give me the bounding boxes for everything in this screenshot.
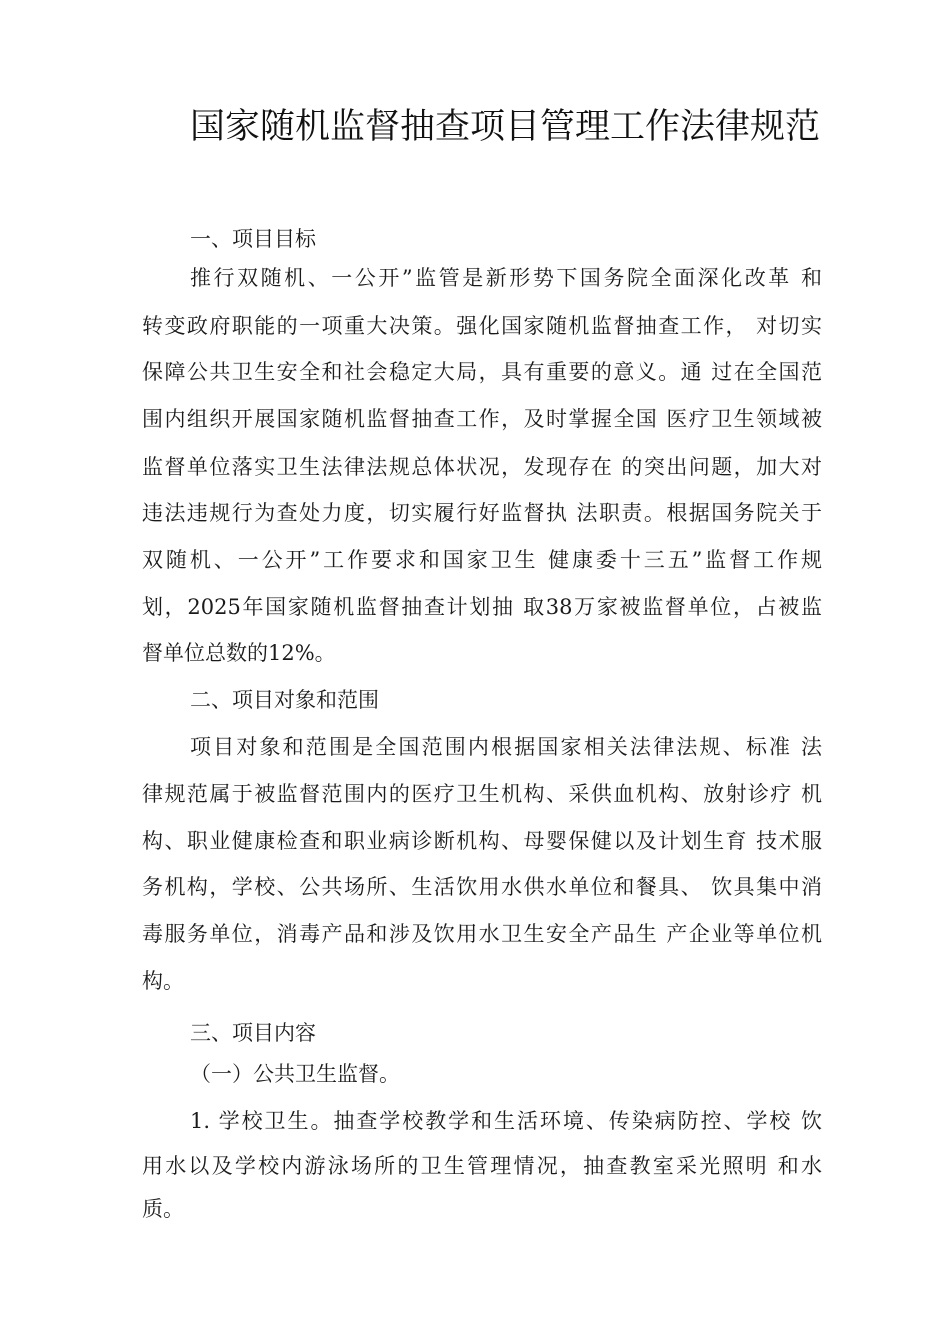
paragraph-line: 围内组织开展国家随机监督抽查工作，及时掌握全国 医疗卫生领域被 bbox=[142, 407, 822, 431]
paragraph-line: 1. 学校卫生。抽查学校教学和生活环境、传染病防控、学校 饮 bbox=[190, 1109, 822, 1133]
subsection-heading: （一）公共卫生监督。 bbox=[190, 1062, 400, 1086]
paragraph-line: 划，2025年国家随机监督抽查计划抽 取38万家被监督单位，占被监 bbox=[142, 595, 822, 619]
paragraph-line: 构。 bbox=[142, 969, 184, 993]
paragraph-line: 务机构，学校、公共场所、生活饮用水供水单位和餐具、 饮具集中消 bbox=[142, 875, 822, 899]
paragraph-line: 推行双随机、一公开”监管是新形势下国务院全面深化改革 和 bbox=[190, 266, 822, 290]
paragraph-line: 违法违规行为查处力度，切实履行好监督执 法职责。根据国务院关于 bbox=[142, 501, 822, 525]
paragraph-line: 监督单位落实卫生法律法规总体状况，发现存在 的突出问题，加大对 bbox=[142, 455, 822, 479]
paragraph-line: 构、职业健康检查和职业病诊断机构、母婴保健以及计划生育 技术服 bbox=[142, 829, 822, 853]
section-heading-2: 二、项目对象和范围 bbox=[190, 688, 379, 712]
document-title: 国家随机监督抽查项目管理工作法律规范 bbox=[190, 107, 821, 147]
paragraph-line: 保障公共卫生安全和社会稳定大局，具有重要的意义。通 过在全国范 bbox=[142, 360, 822, 384]
paragraph-line: 质。 bbox=[142, 1197, 184, 1221]
paragraph-line: 双随机、一公开”工作要求和国家卫生 健康委十三五”监督工作规 bbox=[142, 548, 822, 572]
paragraph-line: 用水以及学校内游泳场所的卫生管理情况，抽查教室采光照明 和水 bbox=[142, 1154, 822, 1178]
section-heading-3: 三、项目内容 bbox=[190, 1021, 316, 1045]
paragraph-line: 转变政府职能的一项重大决策。强化国家随机监督抽查工作， 对切实 bbox=[142, 314, 822, 338]
paragraph-line: 督单位总数的12%。 bbox=[142, 641, 336, 665]
paragraph-line: 项目对象和范围是全国范围内根据国家相关法律法规、标准 法 bbox=[190, 735, 822, 759]
paragraph-line: 律规范属于被监督范围内的医疗卫生机构、采供血机构、放射诊疗 机 bbox=[142, 782, 822, 806]
section-heading-1: 一、项目目标 bbox=[190, 227, 316, 251]
paragraph-line: 毒服务单位，消毒产品和涉及饮用水卫生安全产品生 产企业等单位机 bbox=[142, 922, 822, 946]
